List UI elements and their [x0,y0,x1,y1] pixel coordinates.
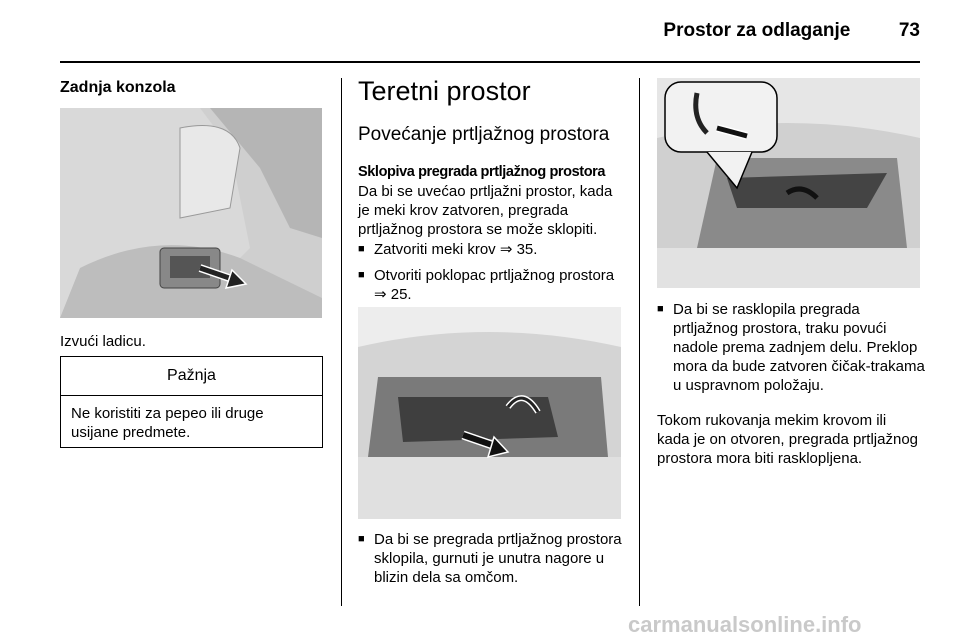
middle-bullet-2: ■ Otvoriti poklopac prtljažnog prostora ⇒ 25. [358,266,624,304]
page-header [663,20,920,42]
column-divider-2 [639,78,640,606]
left-heading: Zadnja konzola [60,79,176,96]
middle-subsubheading: Sklopiva pregrada prtljažnog prostora [358,164,606,180]
trunk-unfold-photo [657,78,920,288]
watermark-text: carmanualsonline.info [628,612,862,637]
caution-box [60,356,323,448]
right-paragraph: Tokom rukovanja mekim krovom ili kada je on otvoren, pregrada prtljažnog prostora mora biti rasklopljena. [657,412,919,467]
left-caption: Izvući ladicu. [60,333,146,350]
middle-heading: Teretni prostor [358,76,531,106]
middle-bullet-3: ■ Da bi se pregrada prtljažnog prostora sklopila, gurnuti je unutra nagore u blizin dela sa omčom. [358,530,639,587]
middle-intro: Da bi se uvećao prtljažni prostor, kada je meki krov zatvoren, pregrada prtljažnog prostora se može sklopiti. [358,183,613,238]
column-divider-1 [341,78,342,606]
caution-body: Ne koristiti za pepeo ili druge usijane predmete. [71,405,264,441]
middle-subheading: Povećanje prtljažnog prostora [358,124,610,145]
caution-title: Pažnja [61,357,322,396]
middle-bullet-1: ■ Zatvoriti meki krov ⇒ 35. [358,240,624,259]
rear-console-photo [60,108,322,318]
page-number: 73 [898,20,920,41]
header-rule [60,61,920,63]
header-title: Prostor za odlaganje [663,20,851,41]
trunk-fold-photo [358,307,621,519]
right-bullet: ■ Da bi se rasklopila pregrada prtljažnog prostora, traku povući nadole prema zadnjem delu. Preklop mora da bude zatvoren čičak-trakama u uspravnom položaju. [657,300,928,395]
